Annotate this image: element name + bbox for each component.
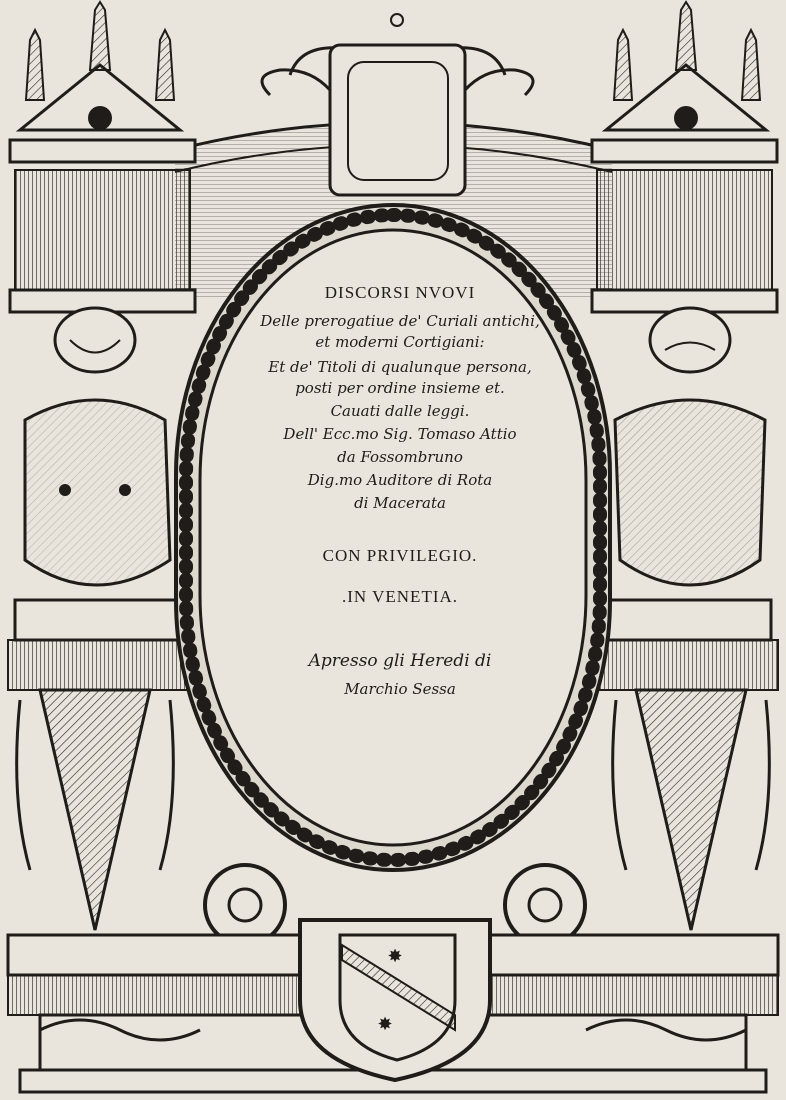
author-line: da Fossombruno xyxy=(337,448,463,466)
title-line: DISCORSI NVOVI xyxy=(324,283,476,302)
author-line: Dell' Ecc.mo Sig. Tomaso Attio xyxy=(283,425,517,443)
title-line: posti per ordine insieme et. xyxy=(295,379,505,397)
title-line: Et de' Titoli di qualunque persona, xyxy=(268,358,532,376)
title-text-block xyxy=(224,282,576,697)
star-icon: ✸ xyxy=(377,1014,393,1035)
left-temple xyxy=(10,2,195,312)
star-icon: ✸ xyxy=(387,946,403,967)
title-line: Delle prerogatiue de' Curiali antichi, xyxy=(260,312,540,330)
privilege-line: CON PRIVILEGIO. xyxy=(322,546,478,565)
left-herm-figure xyxy=(8,308,188,930)
shield-crest-icon xyxy=(300,920,490,1080)
title-line: et moderni Cortigiani: xyxy=(315,333,485,351)
author-line: di Macerata xyxy=(354,494,446,512)
title-line: Cauati dalle leggi. xyxy=(330,402,470,420)
author-line: Dig.mo Auditore di Rota xyxy=(307,471,493,489)
right-temple xyxy=(592,2,777,312)
right-herm-figure xyxy=(598,308,778,930)
place-line: .IN VENETIA. xyxy=(341,587,459,606)
printer-line: Apresso gli Heredi di xyxy=(308,651,492,671)
printer-line: Marchio Sessa xyxy=(344,680,456,698)
